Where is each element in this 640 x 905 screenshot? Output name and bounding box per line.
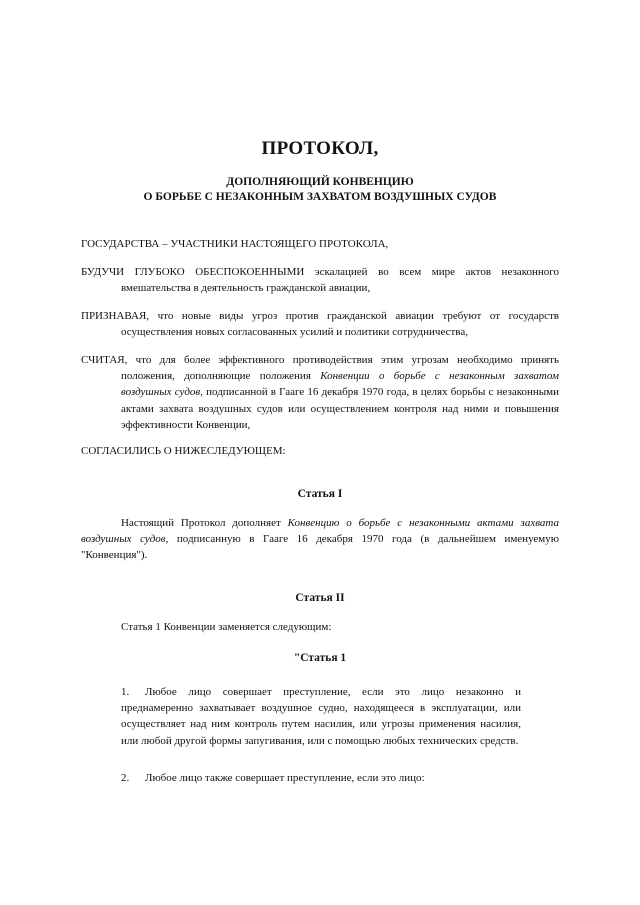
- preamble-p3-lead: СЧИТАЯ,: [81, 354, 128, 366]
- item-1-number: 1.: [121, 686, 130, 698]
- article-2-text: Статья 1 Конвенции заменяется следующим:: [121, 621, 332, 633]
- preamble-p1-text: эскалацией во всем мире актов незаконного вмешательства в деятельность гражданской авиации,: [121, 266, 559, 295]
- article-2-item-2: [121, 770, 521, 786]
- preamble-p1-lead: БУДУЧИ ГЛУБОКО ОБЕСПОКОЕННЫМИ: [81, 266, 305, 278]
- preamble-p2-text: что новые виды угроз против гражданской авиации требуют от государств осуществления новых согласованных усилий и политики сотрудничества,: [121, 310, 559, 339]
- inner-article-1-title: "Статья 1: [293, 652, 347, 664]
- subtitle-line-2: О БОРЬБЕ С НЕЗАКОННЫМ ЗАХВАТОМ ВОЗДУШНЫХ СУДОВ: [143, 191, 497, 203]
- item-2-number: 2.: [121, 772, 130, 784]
- article-1-text-a: Настоящий Протокол дополняет: [121, 517, 288, 529]
- convention-reference: Конвенции о борьбе с незаконным захватом воздушных судов: [121, 370, 559, 399]
- preamble-paragraph-1: [81, 264, 559, 296]
- subtitle-line-1: ДОПОЛНЯЮЩИЙ КОНВЕНЦИЮ: [226, 176, 414, 188]
- article-1-text-b: , подписанную в Гааге 16 декабря 1970 года (в дальнейшем именуемую "Конвенция").: [81, 533, 559, 562]
- preamble-agreed: СОГЛАСИЛИСЬ О НИЖЕСЛЕДУЮЩЕМ:: [81, 445, 286, 457]
- preamble-p3-text-b: , подписанной в Гааге 16 декабря 1970 года, в целях борьбы с незаконными актами захвата воздушных судов или осуществлением контроля над ними и повышения эффективности Конвенции,: [121, 386, 560, 431]
- article-2-title: Статья II: [295, 592, 345, 604]
- article-1-text: [81, 515, 559, 564]
- article-1-title: Статья I: [297, 488, 343, 500]
- item-2-text: Любое лицо также совершает преступление, если это лицо:: [145, 772, 425, 784]
- preamble-paragraph-3: [81, 352, 559, 433]
- preamble-parties: ГОСУДАРСТВА – УЧАСТНИКИ НАСТОЯЩЕГО ПРОТОКОЛА,: [81, 238, 389, 250]
- document-title: ПРОТОКОЛ,: [261, 138, 379, 159]
- article-1-convention-reference: Конвенцию о борьбе с незаконными актами захвата воздушных судов: [81, 517, 559, 546]
- item-1-text: Любое лицо совершает преступление, если это лицо незаконно и преднамеренно захватывает воздушное судно, находящееся в эксплуатации, или осуществляет над ним контроль путем насилия, или угрозы применения насилия, или любой другой формы запугивания, или с помощью любых технических средств.: [121, 686, 521, 747]
- preamble-paragraph-2: [81, 308, 559, 340]
- article-2-item-1: [121, 684, 521, 749]
- preamble-p2-lead: ПРИЗНАВАЯ,: [81, 310, 150, 322]
- preamble-p3-text-a: что для более эффективного противодействия этим угрозам необходимо принять положения, дополняющие положения: [121, 354, 559, 383]
